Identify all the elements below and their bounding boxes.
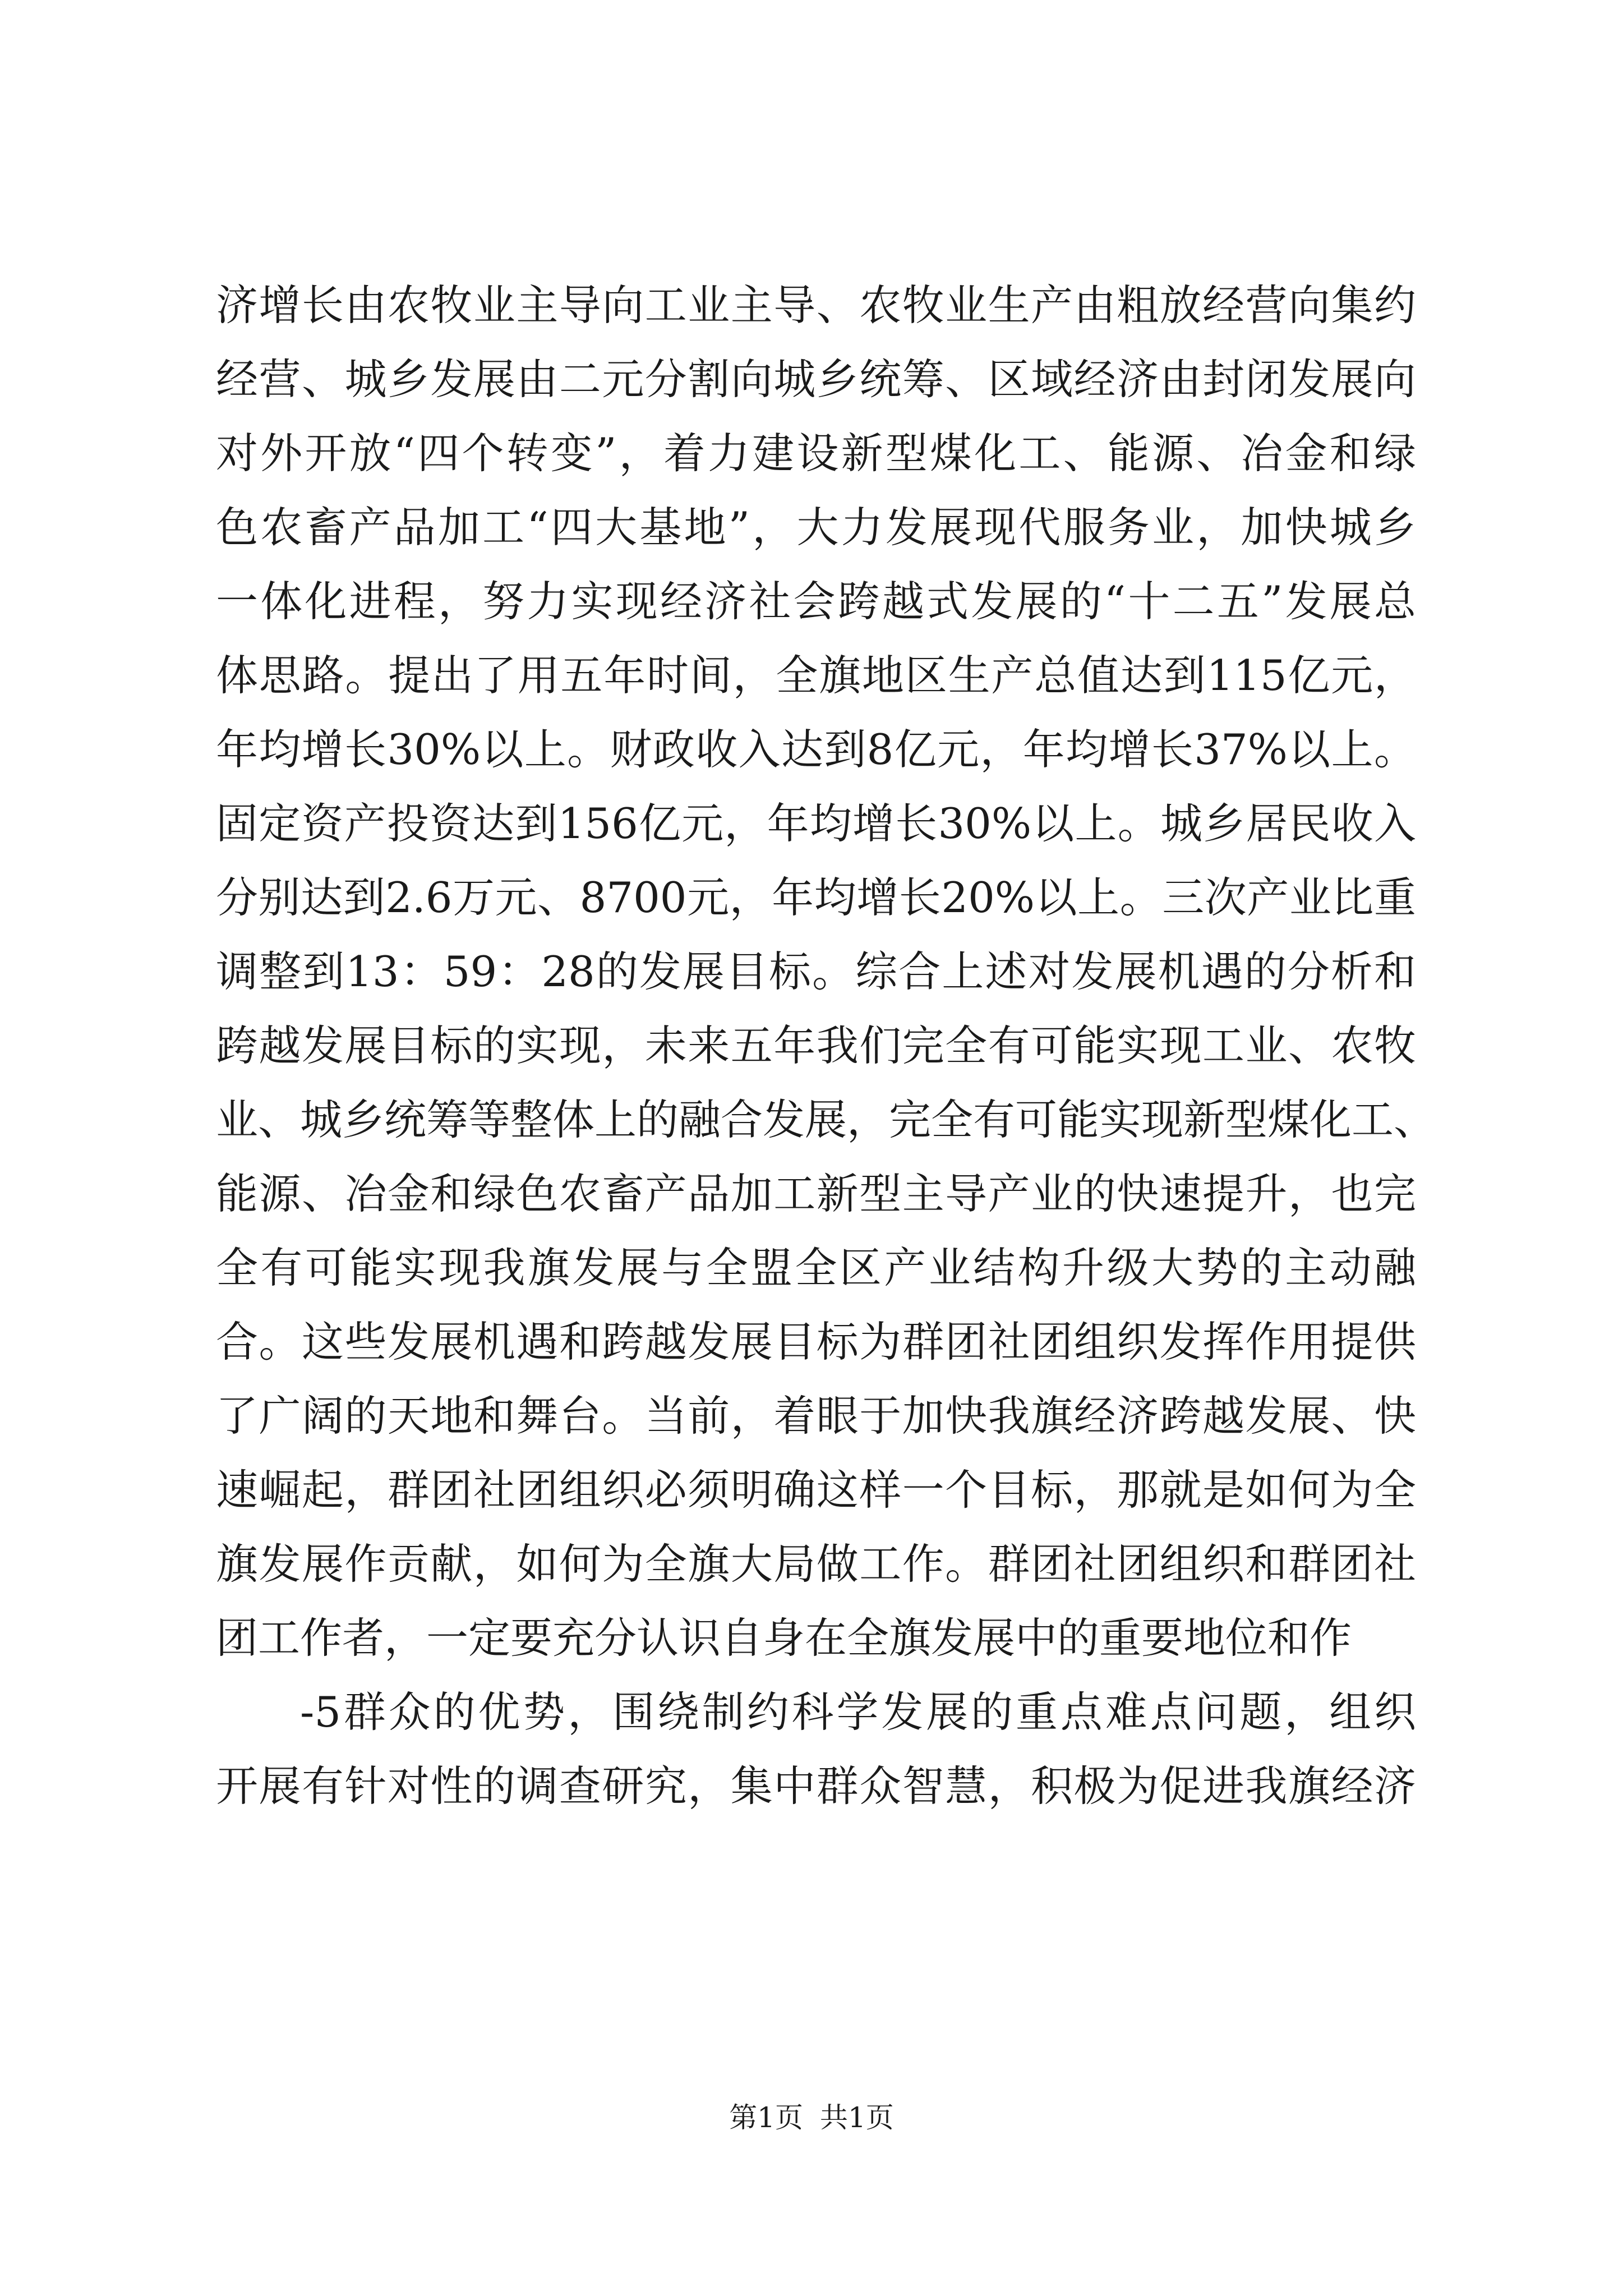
text-line: 体思路。提出了用五年时间，全旗地区生产总值达到115亿元， [216, 651, 1416, 700]
text-line: 对外开放“四个转变”，着力建设新型煤化工、能源、冶金和绿 [216, 429, 1416, 478]
text-line: 团工作者，一定要充分认识自身在全旗发展中的重要地位和作 [216, 1613, 1352, 1663]
text-line: 跨越发展目标的实现，未来五年我们完全有可能实现工业、农牧 [216, 1021, 1416, 1070]
text-line: 一体化进程，努力实现经济社会跨越式发展的“十二五”发展总 [216, 577, 1416, 626]
text-line: 年均增长30%以上。财政收入达到8亿元，年均增长37%以上。 [216, 725, 1416, 774]
page-total: 共1页 [820, 2101, 894, 2134]
text-line: 经营、城乡发展由二元分割向城乡统筹、区域经济由封闭发展向 [216, 355, 1416, 404]
text-line: 固定资产投资达到156亿元，年均增长30%以上。城乡居民收入 [216, 799, 1416, 848]
text-line: 开展有针对性的调查研究，集中群众智慧，积极为促进我旗经济 [216, 1761, 1416, 1811]
page-number: 第1页 [729, 2101, 803, 2134]
text-line: 旗发展作贡献，如何为全旗大局做工作。群团社团组织和群团社 [216, 1539, 1416, 1589]
text-line: 能源、冶金和绿色农畜产品加工新型主导产业的快速提升，也完 [216, 1169, 1416, 1218]
text-line: 济增长由农牧业主导向工业主导、农牧业生产由粗放经营向集约 [216, 280, 1416, 330]
text-line: 合。这些发展机遇和跨越发展目标为群团社团组织发挥作用提供 [216, 1317, 1416, 1366]
text-line: 速崛起，群团社团组织必须明确这样一个目标，那就是如何为全 [216, 1465, 1416, 1515]
text-line: -5群众的优势，围绕制约科学发展的重点难点问题，组织 [300, 1687, 1416, 1737]
text-line: 调整到13：59：28的发展目标。综合上述对发展机遇的分析和 [216, 947, 1416, 996]
text-line: 分别达到2.6万元、8700元，年均增长20%以上。三次产业比重 [216, 873, 1416, 922]
text-line: 全有可能实现我旗发展与全盟全区产业结构升级大势的主动融 [216, 1243, 1416, 1292]
text-line: 了广阔的天地和舞台。当前，着眼于加快我旗经济跨越发展、快 [216, 1391, 1416, 1441]
page-footer [0, 2098, 1623, 2137]
text-line: 色农畜产品加工“四大基地”，大力发展现代服务业，加快城乡 [216, 503, 1416, 552]
text-line: 业、城乡统筹等整体上的融合发展，完全有可能实现新型煤化工、 [216, 1095, 1436, 1144]
body-text [216, 268, 1436, 1823]
